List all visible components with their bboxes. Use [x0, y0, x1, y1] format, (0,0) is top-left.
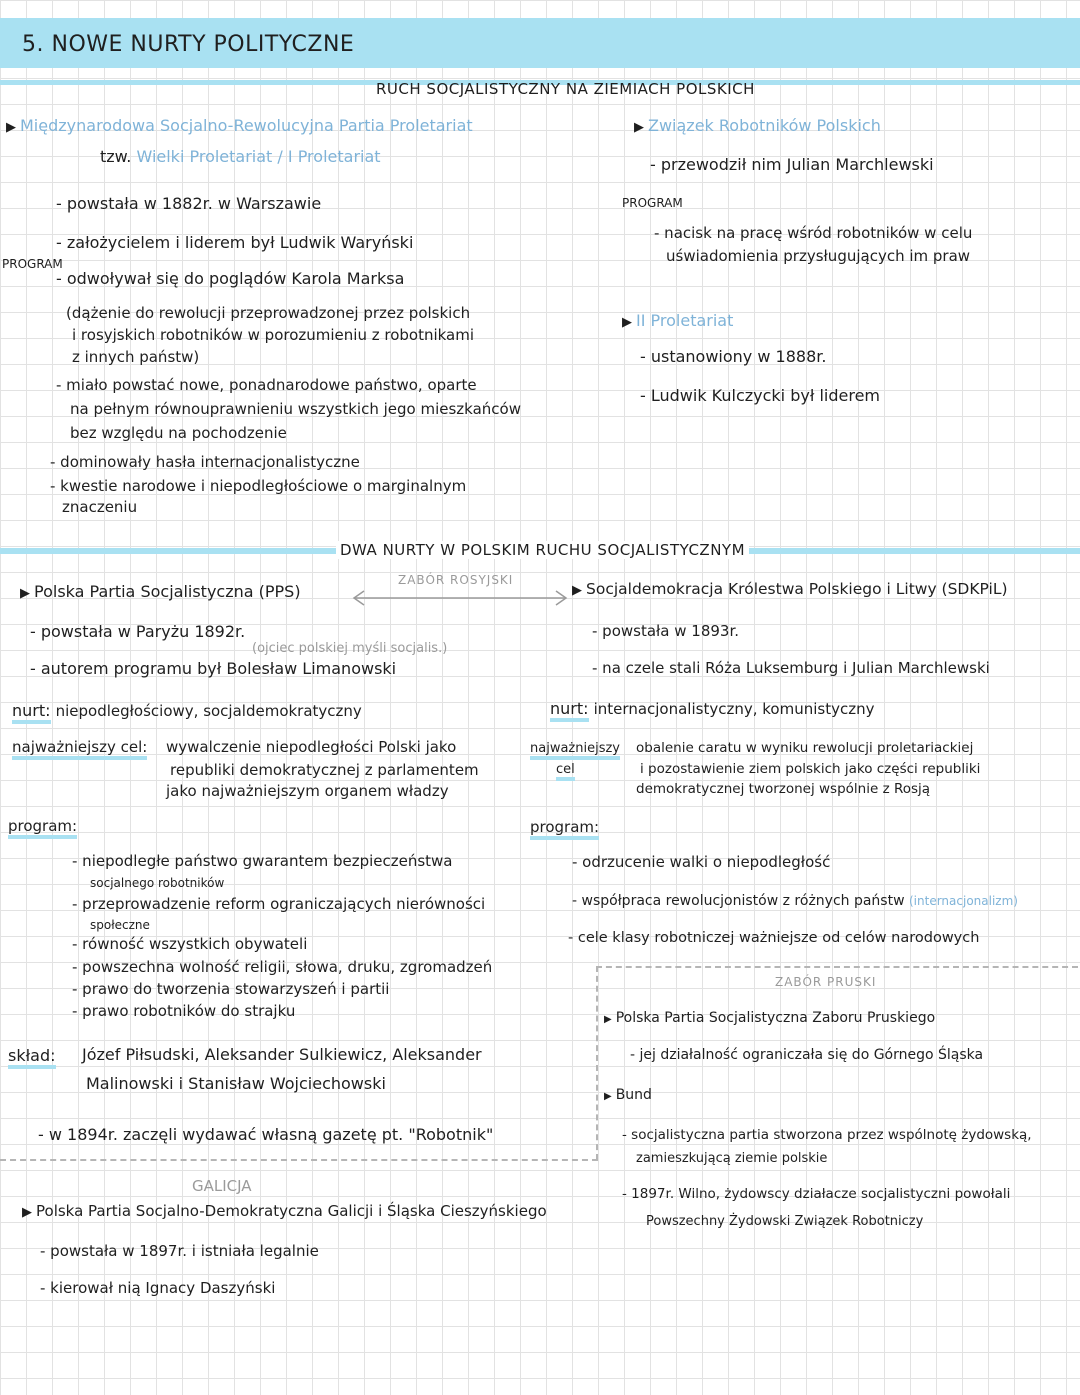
- sdkpil-nurt-label: nurt:: [550, 699, 589, 722]
- pps-line1: - powstała w Paryżu 1892r.: [30, 622, 246, 641]
- zrp-title: [634, 116, 881, 135]
- proletariat-name: Międzynarodowa Socjalno-Rewolucyjna Partia Proletariat: [20, 116, 473, 135]
- zrp-line1: - przewodził nim Julian Marchlewski: [650, 155, 934, 174]
- pps-p4: - powszechna wolność religii, słowa, druku, zgromadzeń: [72, 958, 493, 976]
- proletariat-program-label: PROGRAM: [2, 257, 63, 271]
- proletariat-title: [6, 116, 473, 135]
- zabor-rosyjski-label: ZABÓR ROSYJSKI: [398, 573, 514, 587]
- section2-heading: DWA NURTY W POLSKIM RUCHU SOCJALISTYCZNYM: [336, 541, 749, 559]
- ppszp-name: Polska Partia Socjalistyczna Zaboru Pruskiego: [615, 1010, 936, 1026]
- pps-p2a: - przeprowadzenie reform ograniczających nierówności: [72, 895, 486, 913]
- pps-sklad-b: Malinowski i Stanisław Wojciechowski: [86, 1074, 386, 1093]
- proletariat-aka: [100, 147, 381, 166]
- proletariat-line7a: - kwestie narodowe i niepodległościowe o marginalnym: [50, 477, 467, 495]
- double-arrow-icon: [350, 588, 570, 608]
- pps-cel-c: jako najważniejszym organem władzy: [166, 782, 449, 800]
- sdkpil-p2-text: - współpraca rewolucjonistów z różnych państw: [572, 893, 905, 909]
- galicja-separator: [0, 1159, 598, 1161]
- page-title: 5. NOWE NURTY POLITYCZNE: [22, 32, 355, 57]
- proletariat-line7b: znaczeniu: [62, 498, 138, 516]
- proletariat-line3: - odwoływał się do poglądów Karola Marksa: [56, 269, 405, 288]
- galicja-name: Polska Partia Socjalno-Demokratyczna Galicji i Śląska Cieszyńskiego: [36, 1202, 547, 1220]
- proletariat-line1: - powstała w 1882r. w Warszawie: [56, 194, 322, 213]
- bund-c: - 1897r. Wilno, żydowscy działacze socjalistyczni powołali: [622, 1186, 1011, 1202]
- sdkpil-line2: - na czele stali Róża Luksemburg i Julian Marchlewski: [592, 659, 990, 677]
- sdkpil-cel-label-a: najważniejszy: [530, 741, 620, 760]
- galicja-label: GALICJA: [192, 1177, 252, 1195]
- proletariat-line4b: i rosyjskich robotników w porozumieniu z robotnikami: [72, 326, 475, 344]
- galicja-line2: - kierował nią Ignacy Daszyński: [40, 1279, 276, 1297]
- proletariat-line5a: - miało powstać nowe, ponadnarodowe państwo, oparte: [56, 376, 477, 394]
- pps-nurt: [12, 701, 362, 720]
- pps-sklad-label: skład:: [8, 1046, 56, 1069]
- proletariat-line4c: z innych państw): [72, 348, 200, 366]
- p2-line2: - Ludwik Kulczycki był liderem: [640, 386, 881, 405]
- sdkpil-nurt: [550, 699, 874, 718]
- zrp-line2a: - nacisk na pracę wśród robotników w celu: [654, 224, 973, 242]
- galicja-title: [22, 1202, 547, 1220]
- pps-nurt-value: niepodległościowy, socjaldemokratyczny: [55, 702, 362, 720]
- proletariat-line6: - dominowały hasła internacjonalistyczne: [50, 453, 360, 471]
- galicja-line1: - powstała w 1897r. i istniała legalnie: [40, 1242, 319, 1260]
- pps-p5: - prawo do tworzenia stowarzyszeń i partii: [72, 980, 390, 998]
- proletariat-line5c: bez względu na pochodzenie: [70, 424, 287, 442]
- sdkpil-p2: [572, 893, 1018, 909]
- pps-name: Polska Partia Socjalistyczna (PPS): [34, 582, 301, 601]
- zrp-line2b: uświadomienia przysługujących im praw: [666, 247, 971, 265]
- bullet-triangle-icon: ▶: [622, 315, 632, 330]
- proletariat-line2: - założycielem i liderem był Ludwik Waryński: [56, 233, 414, 252]
- sdkpil-cel-label-b: cel: [556, 762, 575, 781]
- proletariat-line5b: na pełnym równouprawnieniu wszystkich jego mieszkańców: [70, 400, 521, 418]
- pps-line2: - autorem programu był Bolesław Limanowski: [30, 659, 397, 678]
- proletariat-aka-name: Wielki Proletariat / I Proletariat: [136, 147, 381, 166]
- pps-p3: - równość wszystkich obywateli: [72, 935, 308, 953]
- bund-a: - socjalistyczna partia stworzona przez wspólnotę żydowską,: [622, 1127, 1032, 1143]
- ppszp-line: - jej działalność ograniczała się do Górnego Śląska: [630, 1047, 984, 1063]
- pps-nurt-label: nurt:: [12, 701, 51, 724]
- sdkpil-title: [572, 580, 1008, 598]
- sdkpil-p2-note: (internacjonalizm): [909, 894, 1018, 908]
- pps-title: [20, 582, 301, 601]
- bund-name: Bund: [615, 1087, 652, 1103]
- pps-p2b: społeczne: [90, 918, 150, 932]
- p2-name: II Proletariat: [636, 311, 734, 330]
- pps-p1b: socjalnego robotników: [90, 876, 225, 890]
- bullet-triangle-icon: ▶: [20, 586, 30, 601]
- sdkpil-cel-c: demokratycznej tworzonej wspólnie z Rosją: [636, 781, 931, 797]
- pps-cel-b: republiki demokratycznej z parlamentem: [170, 761, 479, 779]
- bullet-triangle-icon: ▶: [604, 1091, 612, 1102]
- pps-p6: - prawo robotników do strajku: [72, 1002, 296, 1020]
- sdkpil-p1: - odrzucenie walki o niepodległość: [572, 853, 831, 871]
- bullet-triangle-icon: ▶: [604, 1014, 612, 1025]
- proletariat-aka-prefix: tzw.: [100, 147, 132, 166]
- bullet-triangle-icon: ▶: [6, 120, 16, 135]
- ppszp-title: [604, 1010, 935, 1026]
- bullet-triangle-icon: ▶: [634, 120, 644, 135]
- sdkpil-cel-b: i pozostawienie ziem polskich jako części republiki: [640, 761, 981, 777]
- prusy-box-top: [596, 966, 1078, 968]
- sdkpil-program-label: program:: [530, 818, 599, 840]
- sdkpil-line1: - powstała w 1893r.: [592, 622, 740, 640]
- pps-gazeta: - w 1894r. zaczęli wydawać własną gazetę pt. "Robotnik": [38, 1125, 494, 1144]
- zabor-pruski-label: ZABÓR PRUSKI: [775, 975, 877, 989]
- sdkpil-name: Socjaldemokracja Królestwa Polskiego i Litwy (SDKPiL): [586, 580, 1008, 598]
- zrp-name: Związek Robotników Polskich: [648, 116, 881, 135]
- bullet-triangle-icon: ▶: [22, 1205, 32, 1220]
- bund-d: Powszechny Żydowski Związek Robotniczy: [646, 1214, 924, 1229]
- pps-program-label: program:: [8, 817, 77, 839]
- sdkpil-cel-a: obalenie caratu w wyniku rewolucji proletariackiej: [636, 740, 974, 756]
- pps-note: (ojciec polskiej myśli socjalis.): [252, 641, 448, 656]
- proletariat-line4a: (dążenie do rewolucji przeprowadzonej przez polskich: [66, 304, 471, 322]
- zrp-program-label: PROGRAM: [622, 196, 683, 210]
- prusy-box-left: [596, 966, 598, 1160]
- pps-cel-a: wywalczenie niepodległości Polski jako: [166, 738, 457, 756]
- p2-title: [622, 311, 733, 330]
- bullet-triangle-icon: ▶: [572, 583, 582, 598]
- p2-line1: - ustanowiony w 1888r.: [640, 347, 827, 366]
- sdkpil-nurt-value: internacjonalistyczny, komunistyczny: [593, 700, 875, 718]
- sdkpil-p3: - cele klasy robotniczej ważniejsze od celów narodowych: [568, 930, 980, 946]
- pps-sklad-a: Józef Piłsudski, Aleksander Sulkiewicz, Aleksander: [82, 1045, 482, 1064]
- section1-heading: RUCH SOCJALISTYCZNY NA ZIEMIACH POLSKICH: [376, 80, 755, 98]
- pps-p1a: - niepodległe państwo gwarantem bezpieczeństwa: [72, 852, 453, 870]
- bund-title: [604, 1087, 652, 1103]
- bund-b: zamieszkującą ziemie polskie: [636, 1151, 828, 1166]
- pps-cel-label: najważniejszy cel:: [12, 738, 147, 760]
